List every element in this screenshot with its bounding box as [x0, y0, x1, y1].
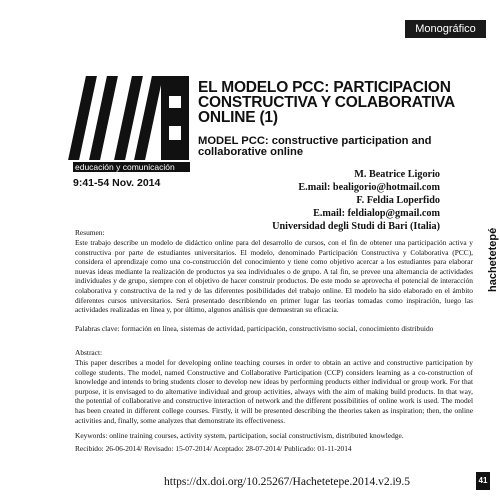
- abstract-keywords: Keywords: online training courses, activity system, participation, social constructivism, distributed knowledge.: [75, 431, 404, 440]
- abstract-heading: Abstract:: [75, 348, 103, 357]
- author-email[interactable]: E.mail: bealigorio@hotmail.com: [298, 182, 440, 193]
- journal-side-title: [475, 212, 499, 292]
- section-banner: Monográfico: [405, 20, 486, 38]
- resumen-body: Este trabajo describe un modelo de didáctico online para del desarrollo de cursos, con el fin de obtener una participación activa y constructiva por parte de estudiantes universitarios. El modelo, denominado Participación Constructiva y Colaborativa (PCC), considera el aprendizaje como una co-construcción del conocimiento y tiene como objetivo acercar a los estudiantes para elaborar nuevas ideas mediante la realización de productos ya sea individuales o de grupo. A tal fin, se prevee una alternancia de actividades individuales y de grupo, siempre con el objetivo de hacer construir productos. De este modo se aprovecha el potencial de interacción colaborativa y constructiva de la red y de las diferentes posibilidades del trabajo online. El modelo ha sido elaborado en el ámbito diferentes cursos universitarios. Será presentado describiendo en primer lugar las teorías tomadas como inspiración, luego las actividades realizadas en línea y, por último, algunos análisis que demuestran su eficacia.: [75, 238, 473, 315]
- author-affiliation: Universidad degli Studi di Bari (Italia): [272, 221, 440, 232]
- resumen-keywords: Palabras clave: formación en línea, sistemas de actividad, participación, constructivismo social, conocimiento distribuido: [75, 324, 434, 333]
- resumen-heading: Resumen:: [75, 228, 105, 237]
- journal-logo: [73, 76, 190, 180]
- article-title-es: EL MODELO PCC: PARTICIPACION CONSTRUCTIVA Y COLABORATIVA ONLINE (1): [198, 79, 455, 126]
- author-email[interactable]: E.mail: feldialop@gmail.com: [313, 208, 440, 219]
- side-title-text: hachetetepé: [487, 227, 499, 292]
- publication-dates: Recibido: 26-06-2014/ Revisado: 15-07-2014/ Aceptado: 28-07-2014/ Publicado: 01-11-2014: [75, 444, 352, 453]
- logo-strip: educación y comunicación: [73, 162, 190, 172]
- abstract-body: This paper describes a model for developing online teaching courses in order to obtain an active and constructive participation by college students. The model, named Constructive and Collaborative Participation (CCP) considers learning as a co-construction of knowledge and intends to bring students closer to develop new ideas by performing products either individual or group work. For that purpose, it is envisaged to do alternative individual and group activities, always with the aim of making build products. In that way, the potential of collaborative and constructive interaction of network and the different possibilities of online work is used. The model has been created in different college courses. Firstly, it will be presented describing the theories taken as inspiration; then, the online activities and, finally, some analyzes that demonstrate its effectiveness.: [75, 358, 473, 425]
- article-title-en: MODEL PCC: constructive participation and collaborative online: [198, 135, 432, 158]
- authors-block: [272, 168, 440, 233]
- author-name: F. Feldia Loperfido: [356, 195, 440, 206]
- author-name: M. Beatrice Ligorio: [354, 169, 440, 180]
- doi-link[interactable]: https://dx.doi.org/10.25267/Hachetetepe.2014.v2.i9.5: [164, 476, 411, 488]
- page-number: 41: [476, 472, 490, 490]
- issue-info: 9:41-54 Nov. 2014: [73, 177, 161, 189]
